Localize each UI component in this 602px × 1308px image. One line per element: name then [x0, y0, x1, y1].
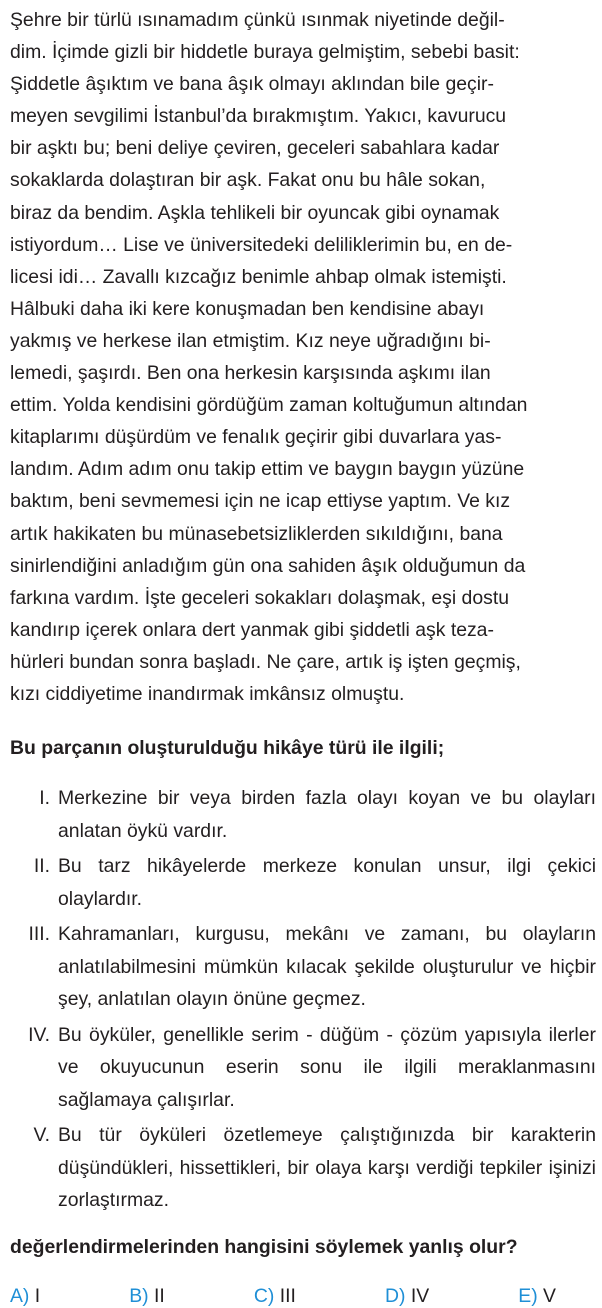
passage-line: sinirlendiğini anladığım gün ona sahiden âşık olduğumun da — [10, 554, 526, 577]
question-stem: Bu parçanın oluşturulduğu hikâye türü ile ilgili; — [10, 737, 445, 760]
passage-line: lemedi, şaşırdı. Ben ona herkesin karşısında aşkımı ilan — [10, 362, 491, 385]
statement-text: Merkezine bir veya birden fazla olayı koyan ve bu olayları anlatan öykü vardır. — [58, 787, 596, 842]
statement-item — [10, 1019, 596, 1117]
choice-text: V — [543, 1284, 556, 1307]
passage-line: bir aşktı bu; beni deliye çeviren, geceleri sabahlara kadar — [10, 137, 500, 160]
passage-line: baktım, beni sevmemesi için ne icap ettiyse yaptım. Ve kız — [10, 490, 511, 513]
passage-line: licesi idi… Zavallı kızcağız benimle ahbap olmak istemişti. — [10, 265, 507, 288]
passage-line: istiyordum… Lise ve üniversitedeki deliliklerimin bu, en de- — [10, 233, 513, 256]
passage-line: Şehre bir türlü ısınamadım çünkü ısınmak niyetinde değil- — [10, 9, 505, 31]
choice-c[interactable] — [254, 1285, 296, 1308]
choice-text: III — [279, 1284, 296, 1307]
reading-passage — [10, 4, 596, 710]
choice-letter: A) — [10, 1284, 30, 1307]
statement-text: Bu tarz hikâyelerde merkeze konulan unsur, ilgi çekici olaylardır. — [58, 855, 596, 910]
choice-d[interactable] — [385, 1285, 429, 1308]
passage-line: landım. Adım adım onu takip ettim ve baygın baygın yüzüne — [10, 458, 525, 481]
choice-letter: D) — [385, 1284, 406, 1307]
passage-line: Hâlbuki daha iki kere konuşmadan ben kendisine abayı — [10, 297, 485, 320]
passage-line: kandırıp içerek onlara dert yanmak gibi şiddetli aşk teza- — [10, 618, 494, 641]
passage-line: meyen sevgilimi İstanbul’da bırakmıştım. Yakıcı, kavurucu — [10, 105, 507, 128]
choice-e[interactable] — [518, 1285, 556, 1308]
passage-line: hürleri bundan sonra başladı. Ne çare, artık iş işten geçmiş, — [10, 650, 521, 673]
statement-number: IV. — [28, 1023, 50, 1046]
choice-letter: B) — [129, 1284, 149, 1307]
statement-list — [10, 782, 596, 1217]
statement-text: Kahramanları, kurgusu, mekânı ve zamanı, bu olayların anlatılabilmesini mümkün kılacak şekilde oluşturulur ve hiçbir şey, anlatılan olayın önüne geçmez. — [58, 923, 596, 1011]
passage-line: dim. İçimde gizli bir hiddetle buraya gelmiştim, sebebi basit: — [10, 41, 520, 64]
passage-line: artık hakikaten bu münasebetsizliklerden sıkıldığını, bana — [10, 522, 503, 545]
choice-a[interactable] — [10, 1285, 40, 1308]
statement-item — [10, 782, 596, 847]
statement-item — [10, 918, 596, 1016]
passage-line: kitaplarımı düşürdüm ve fenalık geçirir gibi duvarlara yas- — [10, 426, 502, 449]
statement-number: III. — [28, 923, 50, 946]
choice-text: I — [34, 1284, 41, 1307]
passage-line: farkına vardım. İşte geceleri sokakları dolaşmak, eşi dostu — [10, 586, 509, 609]
choice-text: IV — [410, 1284, 430, 1307]
statement-number: I. — [39, 787, 50, 810]
statement-text: Bu tür öyküleri özetlemeye çalıştığınızda bir karakterin düşündükleri, hissettikleri, bir olaya karşı verdiği tepkiler işinizi zorlaştırmaz. — [58, 1124, 596, 1212]
passage-line: biraz da bendim. Aşkla tehlikeli bir oyuncak gibi oynamak — [10, 201, 500, 224]
choice-letter: E) — [518, 1284, 538, 1307]
question-prompt: değerlendirmelerinden hangisini söylemek yanlış olur? — [10, 1235, 518, 1258]
passage-line: sokaklarda dolaştıran bir aşk. Fakat onu bu hâle sokan, — [10, 169, 486, 192]
choice-b[interactable] — [129, 1285, 165, 1308]
statement-item — [10, 1119, 596, 1217]
statement-number: V. — [33, 1124, 50, 1147]
answer-choices — [10, 1285, 596, 1308]
passage-line: Şiddetle âşıktım ve bana âşık olmayı aklından bile geçir- — [10, 73, 494, 96]
passage-line: ettim. Yolda kendisini gördüğüm zaman koltuğumun altından — [10, 394, 528, 417]
statement-text: Bu öyküler, genellikle serim - düğüm - çözüm yapısıyla ilerler ve okuyucunun eserin sonu ile ilgili meraklanmasını sağlamaya çalışırlar. — [58, 1023, 596, 1111]
statement-number: II. — [33, 855, 50, 878]
choice-text: II — [154, 1284, 165, 1307]
choice-letter: C) — [253, 1284, 275, 1307]
passage-line: yakmış ve herkese ilan etmiştim. Kız neye uğradığını bi- — [10, 329, 491, 352]
passage-line: kızı ciddiyetime inandırmak imkânsız olmuştu. — [10, 682, 405, 705]
statement-item — [10, 850, 596, 915]
